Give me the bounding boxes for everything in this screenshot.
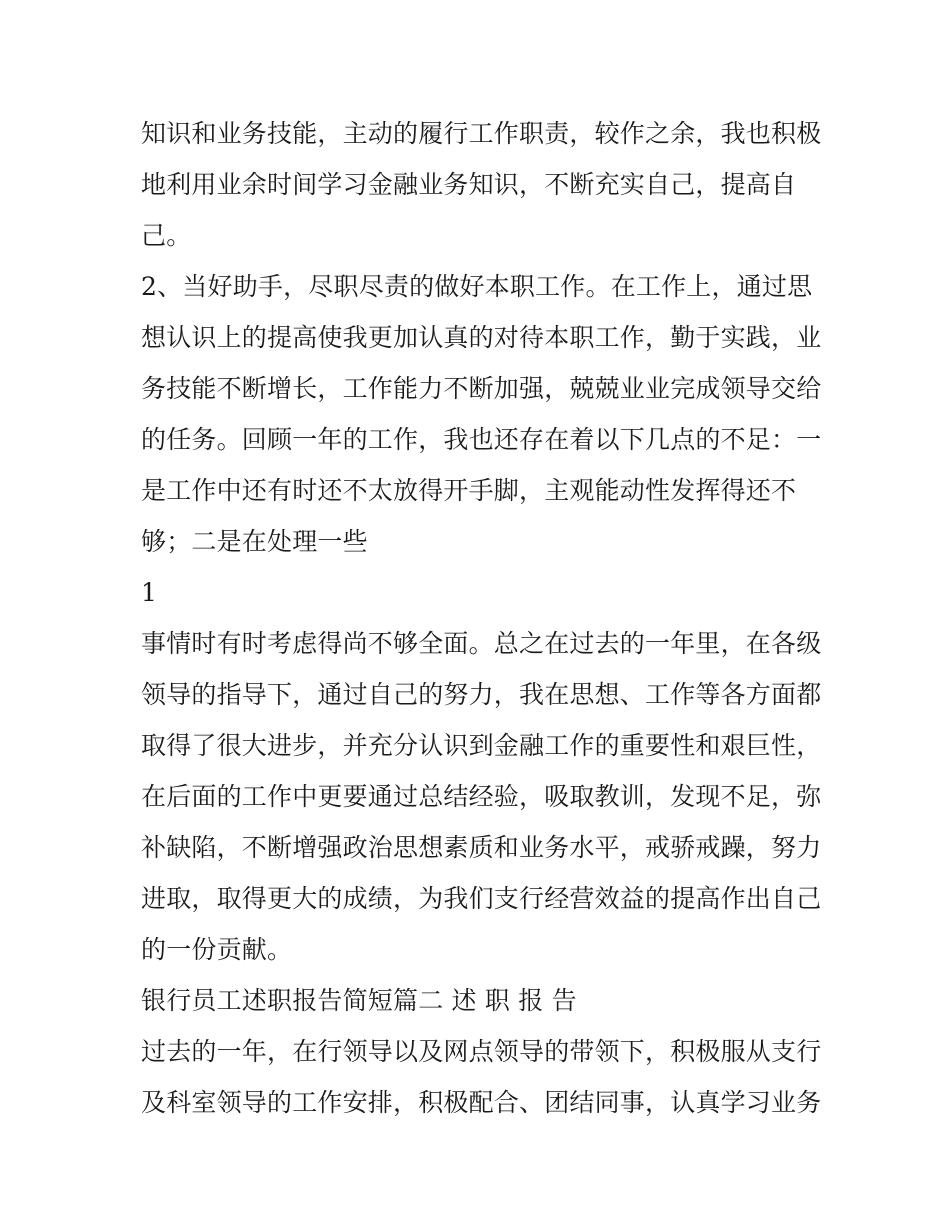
text-line: 在后面的工作中更要通过总结经验，吸取教训，发现不足，弥 xyxy=(141,782,822,811)
section-heading: 银行员工述职报告简短篇二 述 职 报 告 xyxy=(141,986,577,1015)
text-line: 是工作中还有时还不太放得开手脚，主观能动性发挥得还不 xyxy=(141,476,797,505)
page-number: 1 xyxy=(141,578,158,607)
text-line: 务技能不断增长，工作能力不断加强，兢兢业业完成领导交给 xyxy=(141,374,822,403)
text-line: 的一份贡献。 xyxy=(141,935,293,964)
text-line: 己。 xyxy=(141,221,192,250)
text-line: 取得了很大进步，并充分认识到金融工作的重要性和艰巨性， xyxy=(141,731,822,760)
text-line: 补缺陷，不断增强政治思想素质和业务水平，戒骄戒躁，努力 xyxy=(141,833,822,862)
text-line: 知识和业务技能，主动的履行工作职责，较作之余，我也积极 xyxy=(141,119,822,148)
text-line: 够；二是在处理一些 xyxy=(141,527,368,556)
text-line: 领导的指导下，通过自己的努力，我在思想、工作等各方面都 xyxy=(141,680,822,709)
text-line: 及科室领导的工作安排，积极配合、团结同事，认真学习业务 xyxy=(141,1088,822,1117)
text-line: 事情时有时考虑得尚不够全面。总之在过去的一年里，在各级 xyxy=(141,629,822,658)
text-line: 2、当好助手，尽职尽责的做好本职工作。在工作上，通过思 xyxy=(141,272,813,301)
text-line: 地利用业余时间学习金融业务知识，不断充实自己，提高自 xyxy=(141,170,797,199)
text-line: 的任务。回顾一年的工作，我也还存在着以下几点的不足：一 xyxy=(141,425,822,454)
text-line: 过去的一年，在行领导以及网点领导的带领下，积极服从支行 xyxy=(141,1037,822,1066)
document-body xyxy=(141,108,821,1128)
text-line: 想认识上的提高使我更加认真的对待本职工作，勤于实践，业 xyxy=(141,323,822,352)
text-line: 进取，取得更大的成绩，为我们支行经营效益的提高作出自己 xyxy=(141,884,822,913)
